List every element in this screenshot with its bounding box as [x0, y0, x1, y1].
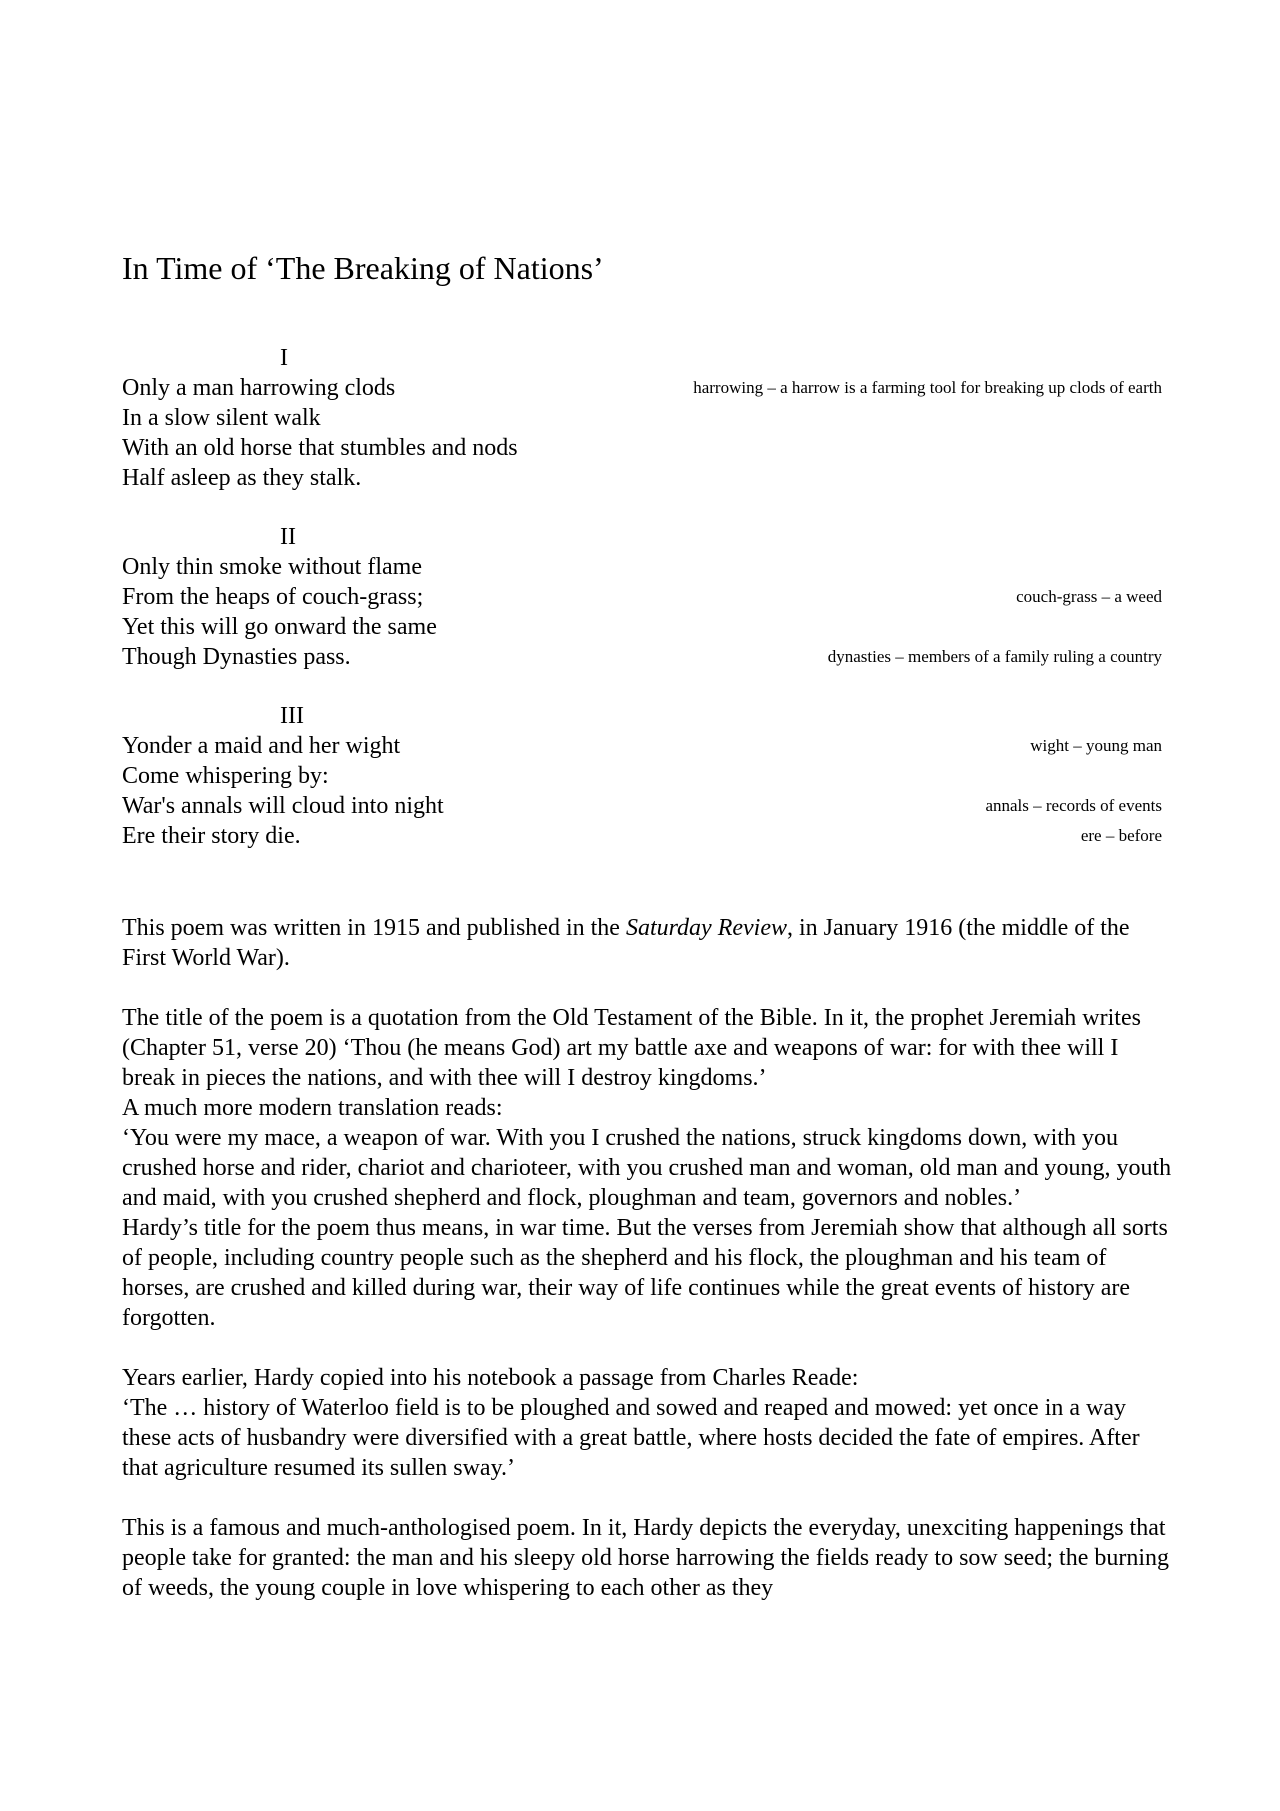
stanza-numeral: II [280, 524, 296, 550]
poem-line [122, 642, 1162, 672]
commentary-paragraph: Hardy’s title for the poem thus means, in war time. But the verses from Jeremiah show that although all sorts of people, including country people such as the shepherd and his flock, the ploughman and his team of horses, are crushed and killed during war, their way of life continues while the great events of history are forgotten. [122, 1215, 1168, 1331]
poem-line [122, 821, 1162, 851]
line-text: With an old horse that stumbles and nods [122, 435, 518, 461]
line-text: Ere their story die. [122, 823, 301, 849]
poem-line [122, 791, 1162, 821]
line-text: War's annals will cloud into night [122, 793, 444, 819]
line-text: From the heaps of couch-grass; [122, 584, 424, 610]
commentary [122, 913, 1172, 1603]
stanza-1 [122, 343, 1162, 493]
commentary-paragraph: A much more modern translation reads: [122, 1095, 503, 1121]
commentary-text: This poem was written in 1915 and published in the [122, 915, 626, 941]
poem-line [122, 552, 1162, 582]
line-text: Yonder a maid and her wight [122, 733, 401, 759]
line-text: Half asleep as they stalk. [122, 465, 362, 491]
line-gloss: harrowing – a harrow is a farming tool for breaking up clods of earth [693, 378, 1162, 397]
commentary-paragraph: This is a famous and much-anthologised poem. In it, Hardy depicts the everyday, unexciting happenings that people take for granted: the man and his sleepy old horse harrowing the fields ready to sow seed; the burning of weeds, the young couple in love whispering to each other as they [122, 1515, 1170, 1601]
line-text: Come whispering by: [122, 763, 329, 789]
quotation-paragraph: ‘The … history of Waterloo field is to be ploughed and sowed and reaped and mowed: yet once in a way these acts of husbandry were diversified with a great battle, where hosts decided the fate of empires. After that agriculture resumed its sullen sway.’ [122, 1395, 1140, 1481]
line-text: Though Dynasties pass. [122, 644, 351, 670]
poem-line [122, 433, 1162, 463]
line-text: In a slow silent walk [122, 405, 321, 431]
line-text: Only a man harrowing clods [122, 375, 396, 401]
commentary-paragraph: The title of the poem is a quotation from the Old Testament of the Bible. In it, the prophet Jeremiah writes (Chapter 51, verse 20) ‘Thou (he means God) art my battle axe and weapons of war: for with thee will I break in pieces the nations, and with thee will I destroy kingdoms.’ [122, 1005, 1141, 1091]
poem-line [122, 731, 1162, 761]
poem-line [122, 373, 1162, 403]
stanza-2 [122, 522, 1162, 672]
poem-line [122, 403, 1162, 433]
poem-line [122, 582, 1162, 612]
poem-line [122, 761, 1162, 791]
stanza-numeral: I [280, 345, 288, 371]
publication-title: Saturday Review [625, 915, 787, 941]
line-gloss: dynasties – members of a family ruling a country [827, 647, 1162, 666]
poem-title: In Time of ‘The Breaking of Nations’ [122, 250, 604, 286]
line-text: Yet this will go onward the same [122, 614, 437, 640]
stanza-numeral: III [280, 703, 304, 729]
stanza-3 [122, 701, 1162, 851]
commentary-paragraph [122, 913, 1172, 973]
line-gloss: couch-grass – a weed [1016, 587, 1162, 606]
commentary-paragraph: Years earlier, Hardy copied into his notebook a passage from Charles Reade: [122, 1365, 859, 1391]
line-gloss: annals – records of events [985, 796, 1162, 815]
quotation-paragraph: ‘You were my mace, a weapon of war. With you I crushed the nations, struck kingdoms down, with you crushed horse and rider, chariot and charioteer, with you crushed man and woman, old man and young, youth and maid, with you crushed shepherd and flock, ploughman and team, governors and nobles.’ [122, 1125, 1172, 1211]
line-text: Only thin smoke without flame [122, 554, 422, 580]
poem-line [122, 463, 1162, 493]
line-gloss: wight – young man [1030, 736, 1162, 755]
poem-line [122, 612, 1162, 642]
commentary-text: , in January 1916 (the middle of the First World War). [122, 915, 1130, 971]
line-gloss: ere – before [1080, 826, 1162, 845]
